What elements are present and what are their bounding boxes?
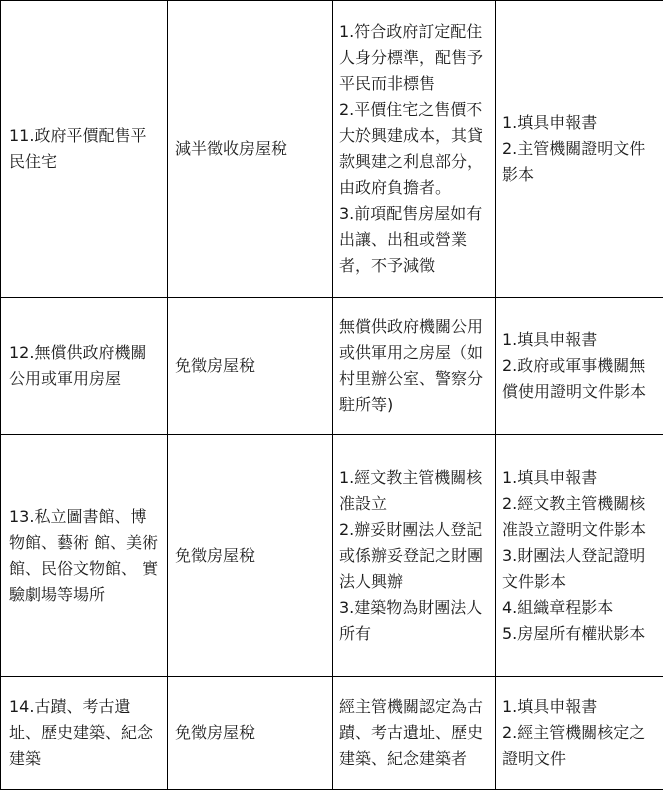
benefit-cell: 減半徵收房屋稅 bbox=[168, 1, 333, 298]
table-row bbox=[1, 435, 663, 677]
item-cell: 14.古蹟、考古遺址、歷史建築、紀念建築 bbox=[1, 677, 168, 790]
documents-cell bbox=[496, 435, 663, 677]
condition-line: 1.經文教主管機關核准設立 bbox=[339, 465, 489, 517]
condition-line: 3.建築物為財團法人所有 bbox=[339, 595, 489, 647]
table-row bbox=[1, 298, 663, 435]
benefit-cell: 免徵房屋稅 bbox=[168, 435, 333, 677]
table-row bbox=[1, 1, 663, 298]
document-line: 4.組織章程影本 bbox=[502, 595, 657, 621]
document-line: 1.填具申報書 bbox=[502, 327, 657, 353]
benefit-cell: 免徵房屋稅 bbox=[168, 677, 333, 790]
document-line: 2.主管機關證明文件影本 bbox=[502, 136, 657, 188]
conditions-cell bbox=[333, 298, 496, 435]
benefit-cell: 免徵房屋稅 bbox=[168, 298, 333, 435]
document-line: 2.經主管機關核定之證明文件 bbox=[502, 720, 657, 772]
documents-cell bbox=[496, 1, 663, 298]
documents-cell bbox=[496, 677, 663, 790]
item-cell: 12.無償供政府機關公用或軍用房屋 bbox=[1, 298, 168, 435]
table-body bbox=[1, 1, 663, 790]
conditions-cell bbox=[333, 1, 496, 298]
document-line: 2.經文教主管機關核准設立證明文件影本 bbox=[502, 491, 657, 543]
document-line: 1.填具申報書 bbox=[502, 110, 657, 136]
document-line: 5.房屋所有權狀影本 bbox=[502, 621, 657, 647]
item-cell: 13.私立圖書館、博物館、藝術 館、美術館、民俗文物館、 實驗劇場等場所 bbox=[1, 435, 168, 677]
condition-line: 1.符合政府訂定配住人身分標準，配售予平民而非標售 bbox=[339, 19, 489, 97]
condition-line: 2.辦妥財團法人登記或係辦妥登記之財團法人興辦 bbox=[339, 517, 489, 595]
documents-cell bbox=[496, 298, 663, 435]
document-line: 1.填具申報書 bbox=[502, 465, 657, 491]
condition-line: 無償供政府機關公用或供軍用之房屋（如村里辦公室、警察分駐所等) bbox=[339, 314, 489, 418]
item-cell: 11.政府平價配售平民住宅 bbox=[1, 1, 168, 298]
conditions-cell bbox=[333, 435, 496, 677]
condition-line: 2.平價住宅之售價不大於興建成本，其貸款興建之利息部分，由政府負擔者。 bbox=[339, 97, 489, 201]
condition-line: 經主管機關認定為古蹟、考古遺址、歷史建築、紀念建築者 bbox=[339, 694, 489, 772]
document-line: 1.填具申報書 bbox=[502, 694, 657, 720]
document-line: 2.政府或軍事機關無償使用證明文件影本 bbox=[502, 353, 657, 405]
document-line: 3.財團法人登記證明文件影本 bbox=[502, 543, 657, 595]
conditions-cell bbox=[333, 677, 496, 790]
condition-line: 3.前項配售房屋如有出讓、出租或營業者，不予減徵 bbox=[339, 201, 489, 279]
table-row bbox=[1, 677, 663, 790]
